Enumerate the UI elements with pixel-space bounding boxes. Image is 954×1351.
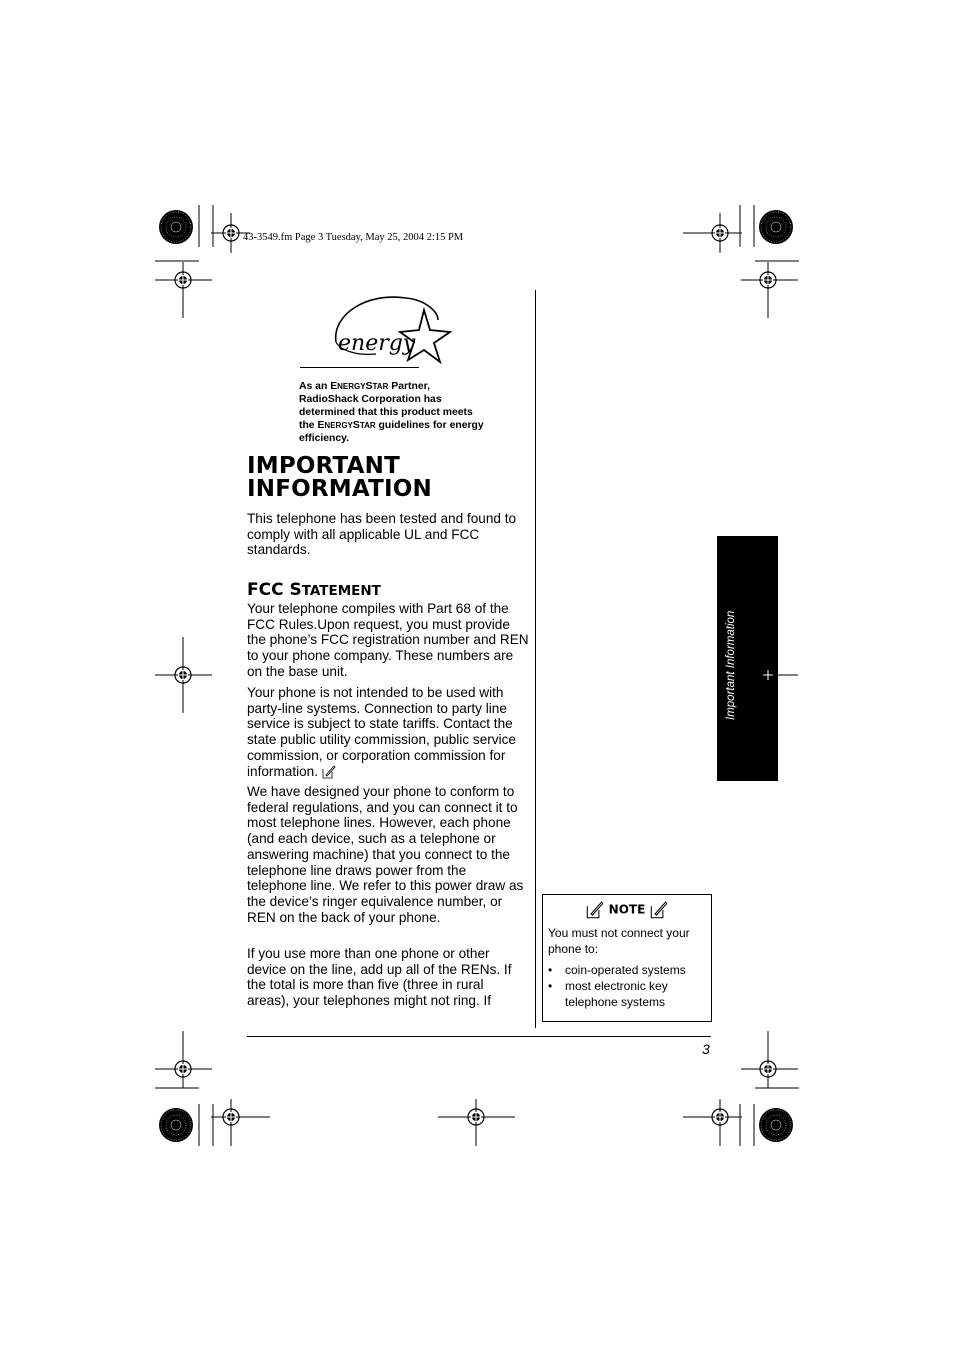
partner-text: S bbox=[365, 381, 373, 392]
partner-text: As an bbox=[299, 381, 331, 392]
svg-text:energy: energy bbox=[338, 331, 416, 356]
energy-star-partner-statement bbox=[299, 380, 489, 445]
partner-text: guidelines for energy efficiency. bbox=[299, 420, 484, 444]
pen-note-icon bbox=[586, 901, 604, 919]
note-list-item: • coin-operated systems bbox=[548, 962, 708, 978]
page-title-line: INFORMATION bbox=[247, 476, 432, 502]
note-title bbox=[543, 901, 711, 919]
partner-text: NERGY bbox=[337, 382, 366, 391]
pen-note-icon bbox=[650, 901, 668, 919]
logo-rule bbox=[300, 367, 419, 368]
fcc-paragraph-2 bbox=[247, 685, 529, 779]
partner-text: Partner, RadioShack Corporation has determined that this product meets the bbox=[299, 381, 473, 431]
side-tab-label: Important Information bbox=[725, 610, 737, 720]
side-tab bbox=[717, 536, 778, 781]
partner-text: E bbox=[317, 420, 325, 431]
partner-text: S bbox=[352, 420, 360, 431]
note-title-text: NOTE bbox=[608, 902, 646, 917]
fcc-statement-heading bbox=[247, 580, 381, 601]
page-number: 3 bbox=[702, 1041, 710, 1057]
page-title-line: IMPORTANT bbox=[247, 453, 400, 479]
intro-paragraph: This telephone has been tested and found to comply with all applicable UL and FCC standards. bbox=[247, 511, 517, 558]
heading-text: FCC S bbox=[247, 580, 302, 600]
partner-text: TAR bbox=[359, 421, 376, 430]
heading-text: TATEMENT bbox=[301, 583, 381, 599]
note-text: You must not connect your phone to: bbox=[548, 926, 690, 956]
fcc-paragraph-3: We have designed your phone to conform to federal regulations, and you can connect it to most telephone lines. However, each phone (and each device, such as a telephone or answering machine) that you connect to the telephone line draws power from the telephone line. We refer to this power draw as the device’s ringer equivalence number, or REN on the back of your phone. bbox=[247, 784, 524, 925]
partner-text: NERGY bbox=[324, 421, 353, 430]
file-header-line: 43-3549.fm Page 3 Tuesday, May 25, 2004 2:15 PM bbox=[243, 232, 464, 243]
energy-star-logo-icon bbox=[326, 290, 456, 370]
note-list-item: • most electronic key telephone systems bbox=[548, 978, 708, 1010]
pen-note-icon bbox=[322, 765, 336, 779]
partner-text: E bbox=[330, 381, 338, 392]
paragraph-text: Your phone is not intended to be used with party-line systems. Connection to party line service is subject to state tariffs. Contact the state public utility commission, public service commission, or corporation commission for information. bbox=[247, 685, 516, 779]
partner-text: TAR bbox=[372, 382, 389, 391]
page-title bbox=[247, 455, 432, 501]
note-list bbox=[548, 962, 708, 1010]
footer-rule bbox=[247, 1036, 711, 1037]
column-divider bbox=[535, 290, 536, 1028]
fcc-paragraph-1: Your telephone compiles with Part 68 of the FCC Rules.Upon request, you must provide the phone’s FCC registration number and REN to your phone company. These numbers are on the base unit. bbox=[247, 601, 529, 679]
note-box bbox=[542, 894, 712, 1022]
fcc-paragraph-4: If you use more than one phone or other device on the line, add up all of the RENs. If the total is more than five (three in rural areas), your telephones might not ring. If bbox=[247, 946, 512, 1009]
